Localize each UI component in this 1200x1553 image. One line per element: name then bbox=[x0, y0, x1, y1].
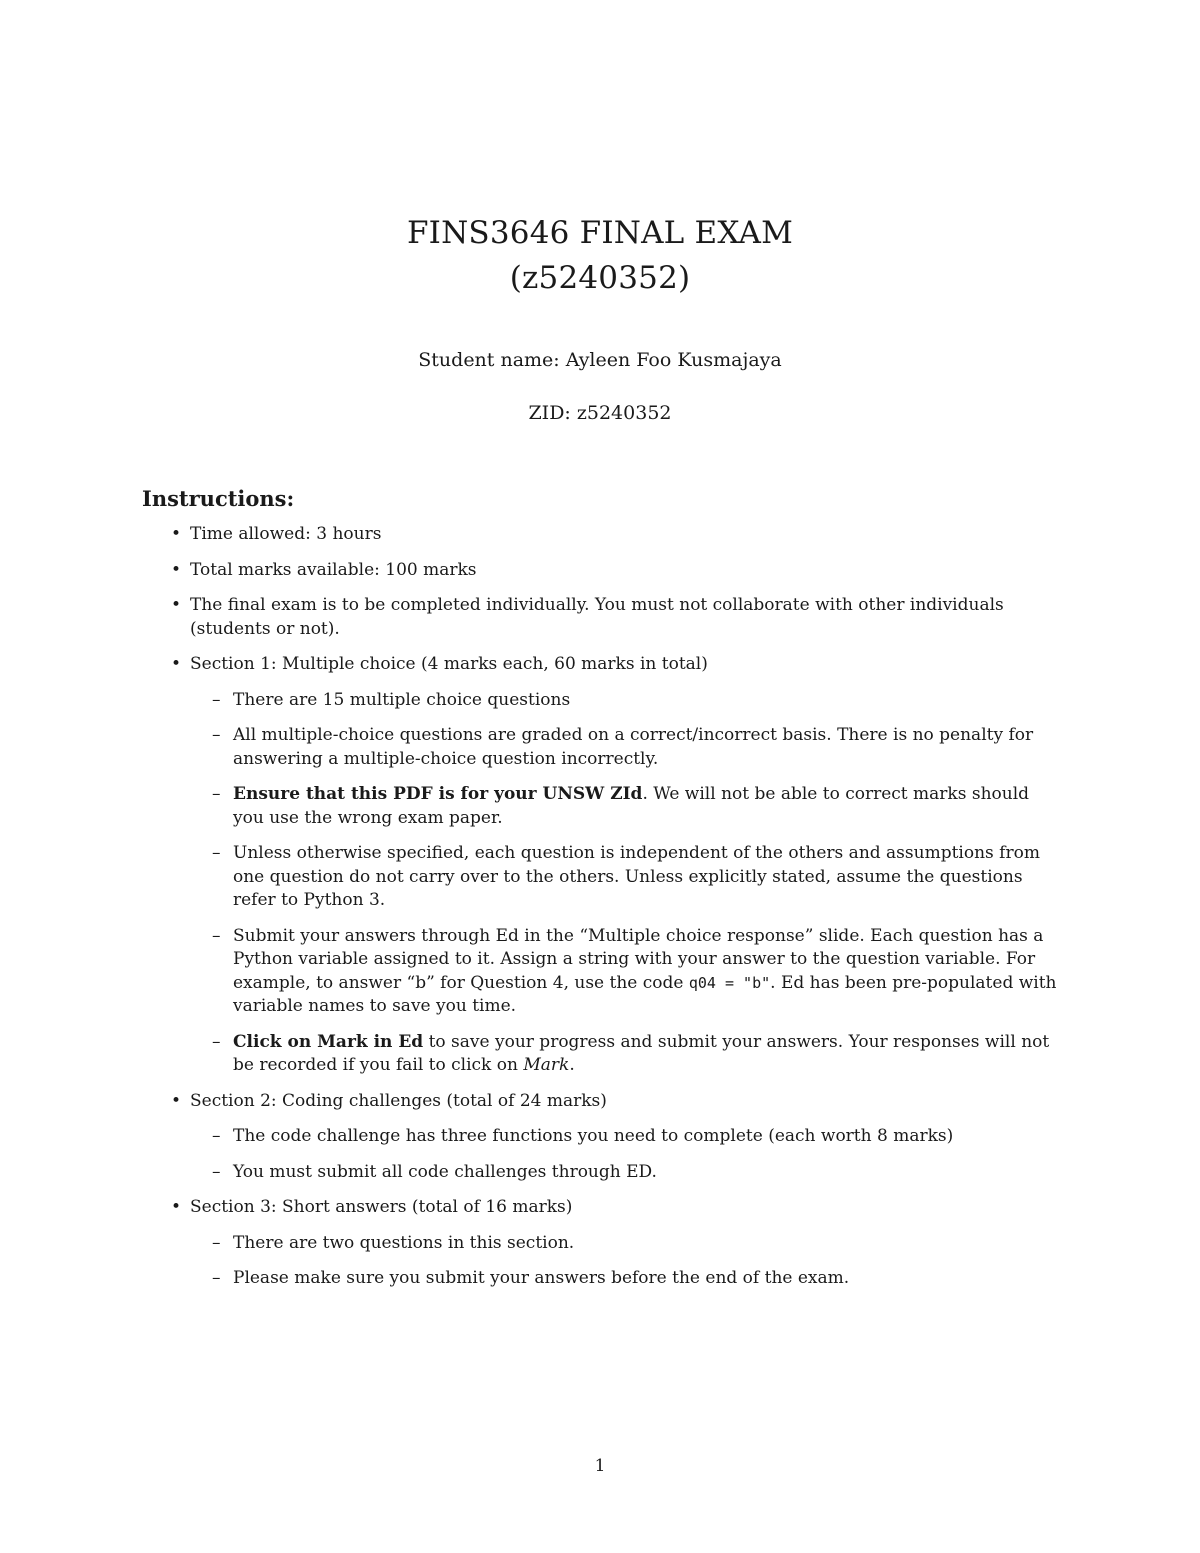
section-1-label: Section 1: Multiple choice (4 marks each, 60 marks in total) bbox=[190, 654, 708, 674]
sub-item-text-end: . bbox=[569, 1055, 575, 1075]
sub-item-text: to save your progress and submit your answers. Your responses will not be recorded if you fail to click on bbox=[233, 1031, 1050, 1075]
instruction-text: Time allowed: 3 hours bbox=[190, 524, 382, 544]
student-name: Ayleen Foo Kusmajaya bbox=[565, 349, 782, 371]
sub-item-text: Submit your answers through Ed in the “Multiple choice response” slide. Each question has a Python variable assigned to it. Assign a string with your answer to the question variable. For example, to answer “b” for Question 4, use the code bbox=[233, 925, 1044, 993]
sub-item-text: . We will not be able to correct marks should you use the wrong exam paper. bbox=[233, 784, 1030, 828]
mark-italic: Mark bbox=[523, 1055, 570, 1075]
instruction-section-3 bbox=[142, 1196, 1062, 1291]
zid-value: z5240352 bbox=[576, 402, 672, 424]
bullet-icon: • bbox=[170, 595, 182, 615]
bullet-icon: • bbox=[170, 654, 182, 674]
dash-icon: – bbox=[212, 1161, 221, 1182]
section-2-label: Section 2: Coding challenges (total of 24 marks) bbox=[190, 1090, 607, 1111]
instruction-section-1 bbox=[142, 653, 1062, 1078]
section-3-sublist bbox=[190, 1232, 1062, 1291]
sub-item-text: Please make sure you submit your answers before the end of the exam. bbox=[233, 1268, 850, 1288]
sub-item-text: All multiple-choice questions are graded on a correct/incorrect basis. There is no penalty for answering a multiple-choice question incorrectly. bbox=[233, 725, 1034, 769]
dash-icon: – bbox=[212, 1126, 221, 1146]
zid-line bbox=[0, 400, 1200, 426]
sub-item-text: Unless otherwise specified, each question is independent of the others and assumptions from one question do not carry over to the others. Unless explicitly stated, assume the questions refer to Python 3. bbox=[233, 843, 1040, 910]
sub-item-functions bbox=[190, 1125, 1062, 1149]
exam-title: FINS3646 FINAL EXAM bbox=[406, 215, 794, 251]
instructions-list bbox=[142, 523, 1062, 1291]
bullet-icon: • bbox=[170, 1197, 182, 1217]
dash-icon: – bbox=[212, 725, 221, 745]
dash-icon: – bbox=[212, 843, 221, 863]
instruction-text: The final exam is to be completed individually. You must not collaborate with other individuals (students or not). bbox=[190, 595, 1004, 639]
sub-item-text: The code challenge has three functions you need to complete (each worth 8 marks) bbox=[233, 1126, 954, 1146]
ensure-pdf-emphasis: Ensure that this PDF is for your UNSW ZId bbox=[233, 784, 643, 804]
section-3-label: Section 3: Short answers (total of 16 marks) bbox=[190, 1197, 573, 1217]
sub-item-text: You must submit all code challenges through ED. bbox=[233, 1161, 657, 1182]
instruction-marks bbox=[142, 559, 1062, 583]
instruction-time bbox=[142, 523, 1062, 547]
dash-icon: – bbox=[212, 1268, 221, 1288]
zid-label: ZID: bbox=[528, 402, 571, 424]
sub-item-text: . Ed has been pre-populated with variable names to save you time. bbox=[233, 972, 1057, 1016]
instructions-list-container bbox=[142, 523, 1062, 1303]
dash-icon: – bbox=[212, 925, 221, 946]
dash-icon: – bbox=[212, 784, 221, 804]
sub-item-text: There are two questions in this section. bbox=[233, 1232, 575, 1253]
dash-icon: – bbox=[212, 689, 221, 710]
sub-item-two-questions bbox=[190, 1232, 1062, 1256]
exam-title-zid: (z5240352) bbox=[509, 260, 691, 296]
bullet-icon: • bbox=[170, 559, 182, 580]
sub-item-independent bbox=[190, 842, 1062, 913]
sub-item-click-mark bbox=[190, 1031, 1062, 1078]
instruction-section-2 bbox=[142, 1090, 1062, 1185]
instruction-text: Total marks available: 100 marks bbox=[190, 559, 477, 580]
code-example: q04 = "b" bbox=[688, 973, 771, 992]
student-name-label: Student name: bbox=[418, 349, 560, 371]
page-number: 1 bbox=[594, 1456, 606, 1476]
sub-item-text: There are 15 multiple choice questions bbox=[233, 689, 571, 710]
sub-item-graded bbox=[190, 724, 1062, 771]
click-mark-emphasis: Click on Mark in Ed bbox=[233, 1031, 424, 1052]
sub-item-before-end bbox=[190, 1267, 1062, 1291]
instruction-individual bbox=[142, 594, 1062, 641]
section-1-sublist bbox=[190, 689, 1062, 1078]
dash-icon: – bbox=[212, 1232, 221, 1253]
dash-icon: – bbox=[212, 1031, 221, 1052]
instructions-heading: Instructions: bbox=[142, 486, 295, 511]
student-name-line bbox=[0, 347, 1200, 373]
sub-item-count bbox=[190, 689, 1062, 713]
sub-item-submit-code bbox=[190, 1161, 1062, 1185]
bullet-icon: • bbox=[170, 1090, 182, 1111]
section-2-sublist bbox=[190, 1125, 1062, 1184]
sub-item-ensure-pdf bbox=[190, 783, 1062, 830]
sub-item-submit-ed bbox=[190, 925, 1062, 1019]
bullet-icon: • bbox=[170, 524, 182, 544]
